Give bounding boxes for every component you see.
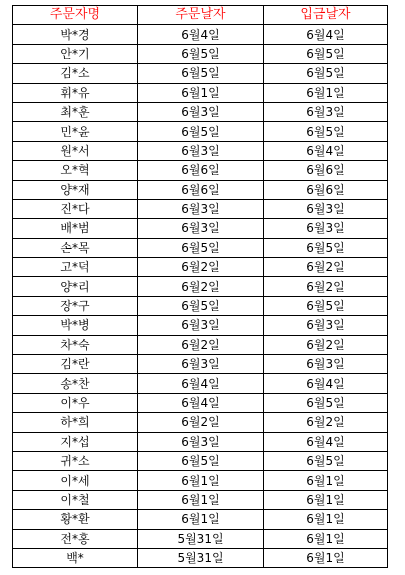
orderer-name-cell: 양*리 [13,277,138,296]
payment-date-cell: 6월1일 [264,471,388,490]
header-order-date: 주문날자 [138,6,264,25]
orderer-name-cell: 황*환 [13,510,138,529]
payment-date-cell: 6월2일 [264,413,388,432]
order-date-cell: 6월2일 [138,413,264,432]
table-row [13,374,388,393]
payment-date-cell: 6월3일 [264,316,388,335]
table-row [13,238,388,257]
payment-date-cell: 6월5일 [264,44,388,63]
orderer-name-cell: 배*범 [13,219,138,238]
payment-date-cell: 6월5일 [264,122,388,141]
order-date-cell: 6월2일 [138,277,264,296]
orderer-name-cell: 최*훈 [13,102,138,121]
order-date-cell: 6월5일 [138,238,264,257]
table-row [13,64,388,83]
table-row [13,219,388,238]
table-row [13,316,388,335]
orderer-name-cell: 김*소 [13,64,138,83]
table-row [13,44,388,63]
payment-date-cell: 6월3일 [264,199,388,218]
table-row [13,432,388,451]
order-date-cell: 6월4일 [138,393,264,412]
header-payment-date: 입금날자 [264,6,388,25]
order-date-cell: 6월3일 [138,199,264,218]
payment-date-cell: 6월1일 [264,548,388,567]
payment-date-cell: 6월5일 [264,238,388,257]
payment-date-cell: 6월1일 [264,510,388,529]
orderer-name-cell: 오*혁 [13,161,138,180]
payment-date-cell: 6월1일 [264,529,388,548]
orderer-name-cell: 전*홍 [13,529,138,548]
payment-date-cell: 6월4일 [264,374,388,393]
order-date-cell: 6월5일 [138,44,264,63]
orderer-name-cell: 장*구 [13,296,138,315]
table-row [13,490,388,509]
order-date-cell: 6월1일 [138,510,264,529]
table-row [13,199,388,218]
order-date-cell: 5월31일 [138,529,264,548]
table-row [13,529,388,548]
table-row [13,277,388,296]
table-row [13,180,388,199]
orderer-name-cell: 이*세 [13,471,138,490]
orderer-name-cell: 양*재 [13,180,138,199]
order-date-cell: 6월6일 [138,180,264,199]
payment-date-cell: 6월3일 [264,102,388,121]
orderer-name-cell: 하*희 [13,413,138,432]
table-row [13,296,388,315]
order-date-cell: 6월1일 [138,490,264,509]
order-date-cell: 6월3일 [138,355,264,374]
table-row [13,471,388,490]
payment-date-cell: 6월5일 [264,451,388,470]
order-date-cell: 6월4일 [138,374,264,393]
table-row [13,548,388,567]
payment-date-cell: 6월5일 [264,296,388,315]
table-row [13,102,388,121]
payment-date-cell: 6월4일 [264,432,388,451]
orderer-name-cell: 민*윤 [13,122,138,141]
order-payment-table [12,5,388,568]
orderer-name-cell: 고*덕 [13,258,138,277]
orderer-name-cell: 박*병 [13,316,138,335]
payment-date-cell: 6월2일 [264,258,388,277]
payment-date-cell: 6월6일 [264,161,388,180]
orderer-name-cell: 김*란 [13,355,138,374]
table-row [13,393,388,412]
payment-date-cell: 6월3일 [264,355,388,374]
order-date-cell: 6월5일 [138,122,264,141]
order-date-cell: 6월5일 [138,451,264,470]
orderer-name-cell: 손*목 [13,238,138,257]
orderer-name-cell: 귀*소 [13,451,138,470]
payment-date-cell: 6월5일 [264,64,388,83]
table-row [13,83,388,102]
order-date-cell: 6월3일 [138,141,264,160]
orderer-name-cell: 진*다 [13,199,138,218]
orderer-name-cell: 안*기 [13,44,138,63]
order-date-cell: 6월5일 [138,64,264,83]
orderer-name-cell: 지*섭 [13,432,138,451]
table-row [13,451,388,470]
order-date-cell: 6월1일 [138,83,264,102]
payment-date-cell: 6월6일 [264,180,388,199]
orderer-name-cell: 이*우 [13,393,138,412]
table-row [13,122,388,141]
order-date-cell: 6월3일 [138,432,264,451]
orderer-name-cell: 차*숙 [13,335,138,354]
orderer-name-cell: 휘*유 [13,83,138,102]
table-row [13,141,388,160]
table-row [13,258,388,277]
payment-date-cell: 6월4일 [264,25,388,44]
orderer-name-cell: 원*서 [13,141,138,160]
order-date-cell: 6월4일 [138,25,264,44]
order-date-cell: 6월5일 [138,296,264,315]
payment-date-cell: 6월4일 [264,141,388,160]
orderer-name-cell: 송*찬 [13,374,138,393]
orderer-name-cell: 이*철 [13,490,138,509]
table-row [13,510,388,529]
payment-date-cell: 6월2일 [264,335,388,354]
order-date-cell: 6월2일 [138,258,264,277]
header-row [13,6,388,25]
table-row [13,335,388,354]
table-row [13,161,388,180]
table-row [13,25,388,44]
orderer-name-cell: 박*경 [13,25,138,44]
header-orderer-name: 주문자명 [13,6,138,25]
order-date-cell: 6월6일 [138,161,264,180]
table-row [13,355,388,374]
orderer-name-cell: 백* [13,548,138,567]
payment-date-cell: 6월2일 [264,277,388,296]
order-date-cell: 6월3일 [138,316,264,335]
payment-date-cell: 6월1일 [264,83,388,102]
order-date-cell: 5월31일 [138,548,264,567]
payment-date-cell: 6월1일 [264,490,388,509]
order-date-cell: 6월1일 [138,471,264,490]
payment-date-cell: 6월5일 [264,393,388,412]
order-date-cell: 6월3일 [138,102,264,121]
order-date-cell: 6월3일 [138,219,264,238]
table-row [13,413,388,432]
order-date-cell: 6월2일 [138,335,264,354]
payment-date-cell: 6월3일 [264,219,388,238]
